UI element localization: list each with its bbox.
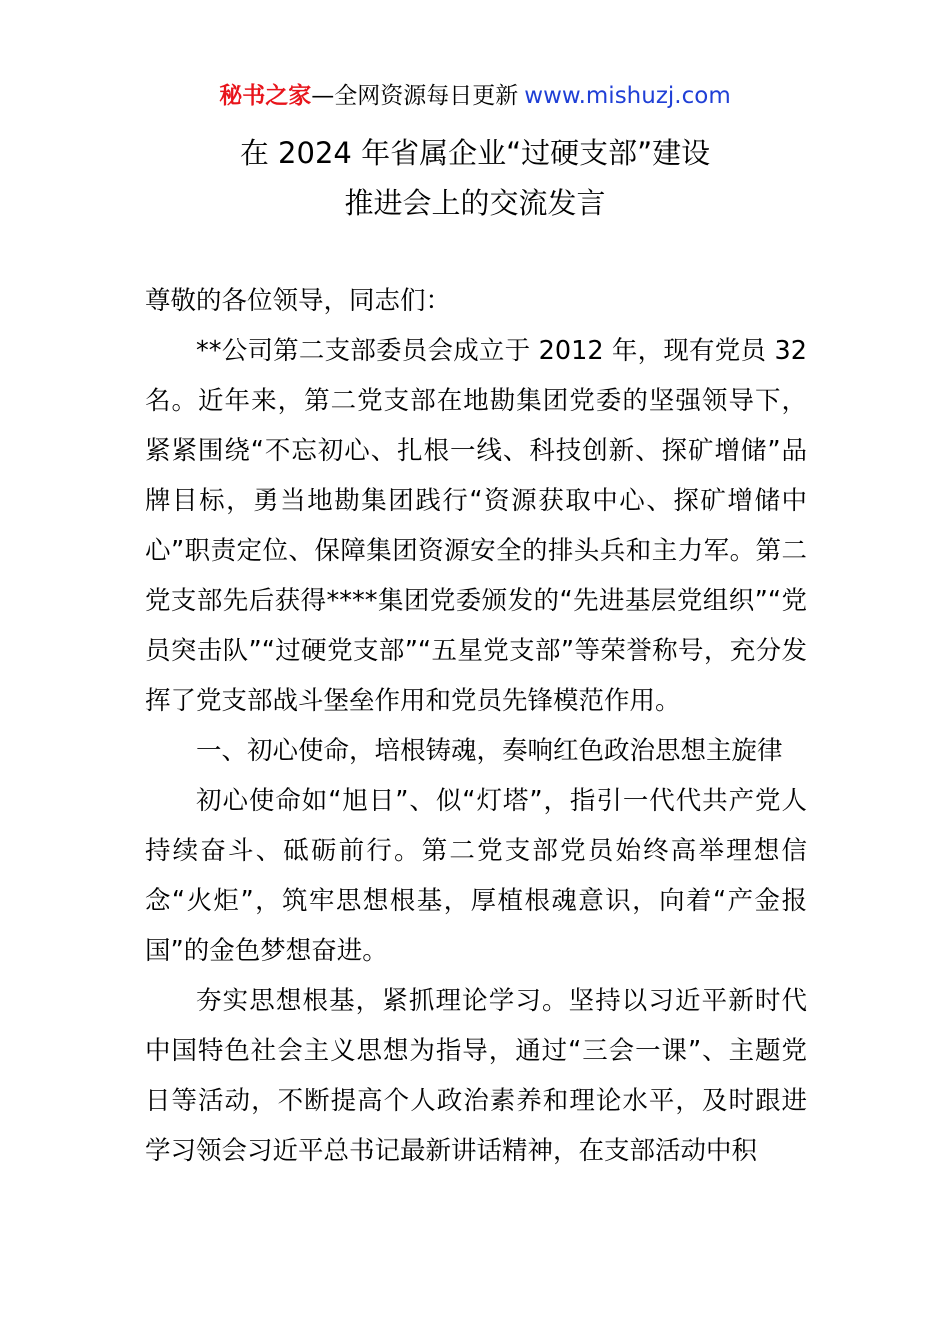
body-paragraph-mission: 初心使命如“旭日”、似“灯塔”，指引一代代共产党人持续奋斗、砥砺前行。第二党支部党员始终高举理想信念“火炬”，筑牢思想根基，厚植根魂意识，向着“产金报国”的金色梦想奋进。 [145,786,807,966]
body-paragraph-theory: 夯实思想根基，紧抓理论学习。坚持以习近平新时代中国特色社会主义思想为指导，通过“三会一课”、主题党日等活动，不断提高个人政治素养和理论水平，及时跟进学习领会习近平总书记最新讲话精神，在支部活动中积 [145,986,807,1166]
site-tagline: —全网资源每日更新 [311,83,519,109]
salutation: 尊敬的各位领导，同志们： [145,286,452,316]
site-header [0,80,950,112]
document-title-line-1: 在 2024 年省属企业“过硬支部”建设 [239,136,711,170]
section-heading-1: 一、初心使命，培根铸魂，奏响红色政治思想主旋律 [196,736,783,766]
site-url-link[interactable]: www.mishuzj.com [524,83,731,109]
document-title [0,128,950,228]
document-body [145,276,807,1176]
body-paragraph-intro: **公司第二支部委员会成立于 2012 年，现有党员 32 名。近年来，第二党支部在地勘集团党委的坚强领导下，紧紧围绕“不忘初心、扎根一线、科技创新、探矿增储”品牌目标，勇当地勘集团践行“资源获取中心、探矿增储中心”职责定位、保障集团资源安全的排头兵和主力军。第二党支部先后获得****集团党委颁发的“先进基层党组织”“党员突击队”“过硬党支部”“五星党支部”等荣誉称号，充分发挥了党支部战斗堡垒作用和党员先锋模范作用。 [145,336,807,716]
document-title-line-2: 推进会上的交流发言 [344,186,606,220]
site-brand: 秘书之家 [219,83,312,109]
